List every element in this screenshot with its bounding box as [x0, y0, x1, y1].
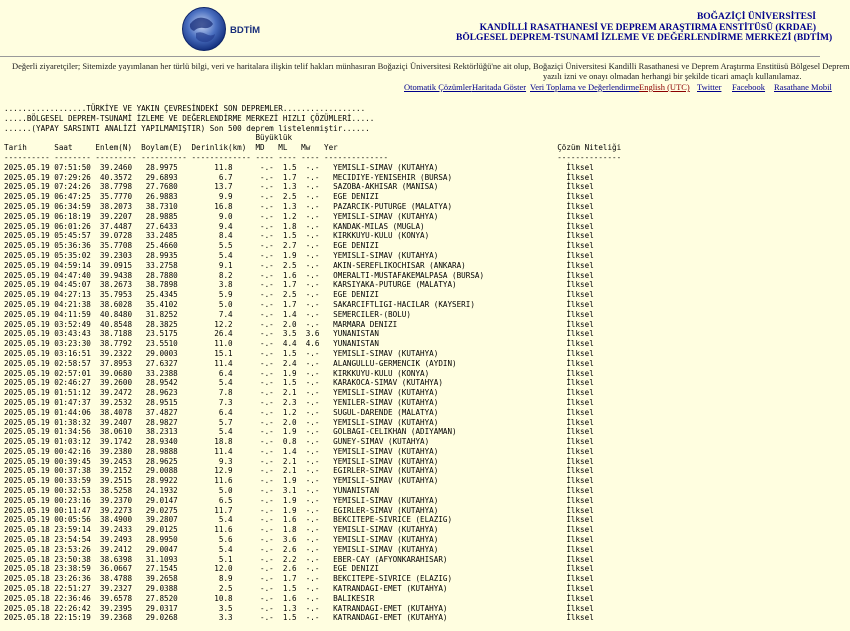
table-row: 2025.05.19 06:34:59 38.2073 38.7310 16.8 -.- 1.3 -.- PAZARCIK-PUTURGE (MALATYA) İlksel	[4, 201, 594, 211]
intro-line-2: .....BÖLGESEL DEPREM-TSUNAMİ İZLEME VE DEĞERLENDİRME MERKEZİ HIZLI ÇÖZÜMLERİ.....	[4, 113, 375, 123]
nav-links	[0, 82, 832, 94]
institute-name: KANDİLLİ RASATHANESİ VE DEPREM ARAŞTIRMA ENSTİTÜSÜ (KRDAE)	[479, 22, 816, 33]
table-row: 2025.05.19 01:44:06 38.4078 37.4827 6.4 -.- 1.2 -.- SUGUL-DARENDE (MALATYA) İlksel	[4, 407, 594, 417]
university-name: BOĞAZİÇİ ÜNİVERSİTESİ	[696, 12, 816, 22]
nav-facebook[interactable]: Facebook	[732, 82, 766, 92]
table-row: 2025.05.19 00:42:16 39.2380 28.9888 11.4 -.- 1.4 -.- YEMISLI-SIMAV (KUTAHYA) İlksel	[4, 446, 594, 456]
table-row: 2025.05.19 07:51:50 39.2460 28.9975 11.8 -.- 1.5 -.- YEMISLI-SIMAV (KUTAHYA) İlksel	[4, 162, 594, 172]
table-row: 2025.05.19 01:51:12 39.2472 28.9623 7.8 -.- 2.1 -.- YEMISLI-SIMAV (KUTAHYA) İlksel	[4, 388, 594, 398]
copyright-notice	[12, 61, 850, 81]
table-row: 2025.05.19 01:47:37 39.2532 28.9515 7.3 -.- 2.3 -.- YENILER-SIMAV (KUTAHYA) İlksel	[4, 397, 594, 407]
notice-line-2: yazılı izni ve onayı olmadan herhangi bir şekilde ticari amaçlı kullanılamaz.	[543, 70, 802, 81]
site-header	[0, 0, 833, 56]
table-row: 2025.05.18 23:26:36 38.4788 39.2658 8.9 -.- 1.7 -.- BEKCITEPE-SIVRICE (ELAZIG) İlksel	[4, 574, 594, 584]
table-row: 2025.05.19 00:05:56 38.4900 39.2807 5.4 -.- 1.6 -.- BEKCITEPE-SIVRICE (ELAZIG) İlksel	[4, 515, 594, 525]
bdtim-logo[interactable]	[181, 6, 259, 52]
header-divider	[0, 56, 820, 57]
table-row: 2025.05.19 03:43:43 38.7188 23.5175 26.4 -.- 3.5 3.6 YUNANISTAN İlksel	[4, 329, 594, 339]
intro-line-3: ......(YAPAY SARSINTI ANALİZİ YAPILMAMIŞTIR) Son 500 deprem listelenmiştir......	[4, 123, 370, 133]
table-row: 2025.05.19 02:46:27 39.2600 28.9542 5.4 -.- 1.5 -.- KARAKOCA-SIMAV (KUTAHYA) İlksel	[4, 378, 594, 388]
table-row: 2025.05.19 01:34:56 38.0610 38.2313 5.4 -.- 1.9 -.- GOLBAGI-CELIKHAN (ADIYAMAN) İlksel	[4, 427, 594, 437]
table-row: 2025.05.19 04:21:38 38.6028 35.4102 5.0 -.- 1.7 -.- SAKARCIFTLIGI-HACILAR (KAYSERI) İlksel	[4, 299, 594, 309]
table-row: 2025.05.18 22:26:42 39.2395 29.0317 3.5 -.- 1.3 -.- KATRANDAGI-EMET (KUTAHYA) İlksel	[4, 603, 594, 613]
table-row: 2025.05.19 02:58:57 37.8953 27.6327 11.4 -.- 2.4 -.- ALANGULLU-GERMENCIK (AYDIN) İlksel	[4, 358, 594, 368]
table-row: 2025.05.19 01:03:12 39.1742 28.9340 18.8 -.- 0.8 -.- GUNEY-SIMAV (KUTAHYA) İlksel	[4, 437, 594, 447]
table-row: 2025.05.19 07:24:26 38.7798 27.7680 13.7 -.- 1.3 -.- SAZOBA-AKHISAR (MANISA) İlksel	[4, 182, 594, 192]
table-row: 2025.05.19 00:23:16 39.2370 29.0147 6.5 -.- 1.9 -.- YEMISLI-SIMAV (KUTAHYA) İlksel	[4, 495, 594, 505]
magnitude-header: Büyüklük	[4, 133, 293, 143]
table-row: 2025.05.19 00:37:38 39.2152 29.0088 12.9 -.- 2.1 -.- EGIRLER-SIMAV (KUTAHYA) İlksel	[4, 466, 594, 476]
table-row: 2025.05.19 04:27:13 35.7953 25.4345 5.9 -.- 2.5 -.- EGE DENIZI İlksel	[4, 290, 594, 300]
notice-line-1: Değerli ziyaretçiler; Sitemizde yayımlanan her türlü bilgi, veri ve haritalara ilişkin telif hakları münhasıran Boğaziçi Üniversitesi Rektörlüğü'ne ait olup, Boğaziçi Üniversitesi Kandilli Rasathanesi ve Deprem Araştırma Enstitüsü Bölgesel Deprem	[12, 61, 850, 71]
table-row: 2025.05.19 04:47:40 39.9438 28.7880 8.2 -.- 1.6 -.- OMERALTI-MUSTAFAKEMALPASA (BURSA) İlksel	[4, 270, 594, 280]
intro-line-1: ..................TÜRKİYE VE YAKIN ÇEVRESİNDEKİ SON DEPREMLER..................	[4, 104, 366, 113]
column-headers: Tarih Saat Enlem(N) Boylam(E) Derinlik(km) MD ML Mw Yer Çözüm Niteliği	[4, 143, 622, 153]
nav-show-on-map[interactable]: Haritada Göster	[472, 82, 527, 92]
table-row: 2025.05.19 00:11:47 39.2273 29.0275 11.7 -.- 1.9 -.- EGIRLER-SIMAV (KUTAHYA) İlksel	[4, 505, 594, 515]
table-row: 2025.05.19 00:39:45 39.2453 28.9625 9.3 -.- 2.1 -.- YEMISLI-SIMAV (KUTAHYA) İlksel	[4, 456, 594, 466]
nav-twitter[interactable]: Twitter	[697, 82, 722, 92]
table-row: 2025.05.19 05:35:02 39.2303 28.9935 5.4 -.- 1.9 -.- YEMISLI-SIMAV (KUTAHYA) İlksel	[4, 250, 594, 260]
table-row: 2025.05.19 05:36:36 35.7708 25.4660 5.5 -.- 2.7 -.- EGE DENIZI İlksel	[4, 241, 594, 251]
header-underline: ---------- -------- --------- ---------- ------------- ---- ---- ---- -------------- --------------	[4, 152, 622, 162]
table-row: 2025.05.19 03:23:30 38.7792 23.5510 11.0 -.- 4.4 4.6 YUNANISTAN İlksel	[4, 339, 594, 349]
nav-english[interactable]: English (UTC)	[639, 82, 690, 92]
table-row: 2025.05.19 02:57:01 39.0680 33.2388 6.4 -.- 1.9 -.- KIRKKUYU-KULU (KONYA) İlksel	[4, 368, 594, 378]
table-row: 2025.05.19 00:33:59 39.2515 28.9922 11.6 -.- 1.9 -.- YEMISLI-SIMAV (KUTAHYA) İlksel	[4, 476, 594, 486]
table-row: 2025.05.19 06:47:25 35.7770 26.9883 9.9 -.- 2.5 -.- EGE DENIZI İlksel	[4, 192, 594, 202]
table-row: 2025.05.19 03:52:49 40.8548 28.3825 12.2 -.- 2.0 -.- MARMARA DENIZI İlksel	[4, 319, 594, 329]
nav-automatic-solutions[interactable]: Otomatik Çözümler	[404, 82, 472, 92]
nav-mobile[interactable]: Rasathane Mobil	[774, 82, 832, 92]
center-name: BÖLGESEL DEPREM-TSUNAMİ İZLEME VE DEĞERLENDİRME MERKEZİ (BDTİM)	[456, 33, 833, 43]
table-row: 2025.05.19 03:16:51 39.2322 29.0003 15.1 -.- 1.5 -.- YEMISLI-SIMAV (KUTAHYA) İlksel	[4, 348, 594, 358]
nav-data-collection[interactable]: Veri Toplama ve Değerlendirme	[530, 82, 639, 92]
table-row: 2025.05.18 23:50:38 38.6398 31.1093 5.1 -.- 2.2 -.- EBER-CAY (AFYONKARAHISAR) İlksel	[4, 554, 594, 564]
table-row: 2025.05.19 00:32:53 38.5258 24.1932 5.0 -.- 3.1 -.- YUNANISTAN İlksel	[4, 486, 594, 496]
logo-text: BDTİM	[230, 25, 261, 36]
table-row: 2025.05.18 23:38:59 36.0667 27.1545 12.0 -.- 2.6 -.- EGE DENIZI İlksel	[4, 564, 594, 574]
table-row: 2025.05.18 22:36:46 39.6578 27.8520 10.8 -.- 1.6 -.- BALIKESIR İlksel	[4, 593, 594, 603]
table-row: 2025.05.18 23:59:14 39.2433 29.0125 11.6 -.- 1.8 -.- YEMISLI-SIMAV (KUTAHYA) İlksel	[4, 525, 594, 535]
table-row: 2025.05.19 05:45:57 39.0728 33.2485 8.4 -.- 1.5 -.- KIRKKUYU-KULU (KONYA) İlksel	[4, 231, 594, 241]
table-row: 2025.05.19 06:18:19 39.2207 28.9885 9.0 -.- 1.2 -.- YEMISLI-SIMAV (KUTAHYA) İlksel	[4, 211, 594, 221]
table-row: 2025.05.19 06:01:26 37.4487 27.6433 9.4 -.- 1.8 -.- KANDAK-MILAS (MUGLA) İlksel	[4, 221, 594, 231]
table-row: 2025.05.19 07:29:26 40.3572 29.6893 6.7 -.- 1.7 -.- MECIDIYE-YENISEHIR (BURSA) İlksel	[4, 172, 594, 182]
table-row: 2025.05.19 04:59:14 39.0915 33.2758 9.1 -.- 2.5 -.- AKIN-SEREFLIKOCHISAR (ANKARA) İlksel	[4, 260, 594, 270]
table-row: 2025.05.19 04:45:07 38.2673 38.7898 3.8 -.- 1.7 -.- KARSIYAKA-PUTURGE (MALATYA) İlksel	[4, 280, 594, 290]
table-row: 2025.05.18 23:54:54 39.2493 28.9950 5.6 -.- 3.6 -.- YEMISLI-SIMAV (KUTAHYA) İlksel	[4, 535, 594, 545]
earthquake-list	[4, 104, 621, 623]
table-row: 2025.05.18 23:53:26 39.2412 29.0047 5.4 -.- 2.6 -.- YEMISLI-SIMAV (KUTAHYA) İlksel	[4, 544, 594, 554]
table-row: 2025.05.19 01:38:32 39.2407 28.9827 5.7 -.- 2.0 -.- YEMISLI-SIMAV (KUTAHYA) İlksel	[4, 417, 594, 427]
table-row: 2025.05.18 22:51:27 39.2327 29.0388 2.5 -.- 1.5 -.- KATRANDAGI-EMET (KUTAHYA) İlksel	[4, 584, 594, 594]
table-row: 2025.05.19 04:11:59 40.8480 31.8252 7.4 -.- 1.4 -.- SEMERCILER-(BOLU) İlksel	[4, 309, 594, 319]
institute-title	[456, 12, 833, 44]
table-row: 2025.05.18 22:15:19 39.2368 29.0268 3.3 -.- 1.5 -.- KATRANDAGI-EMET (KUTAHYA) İlksel	[4, 613, 594, 623]
